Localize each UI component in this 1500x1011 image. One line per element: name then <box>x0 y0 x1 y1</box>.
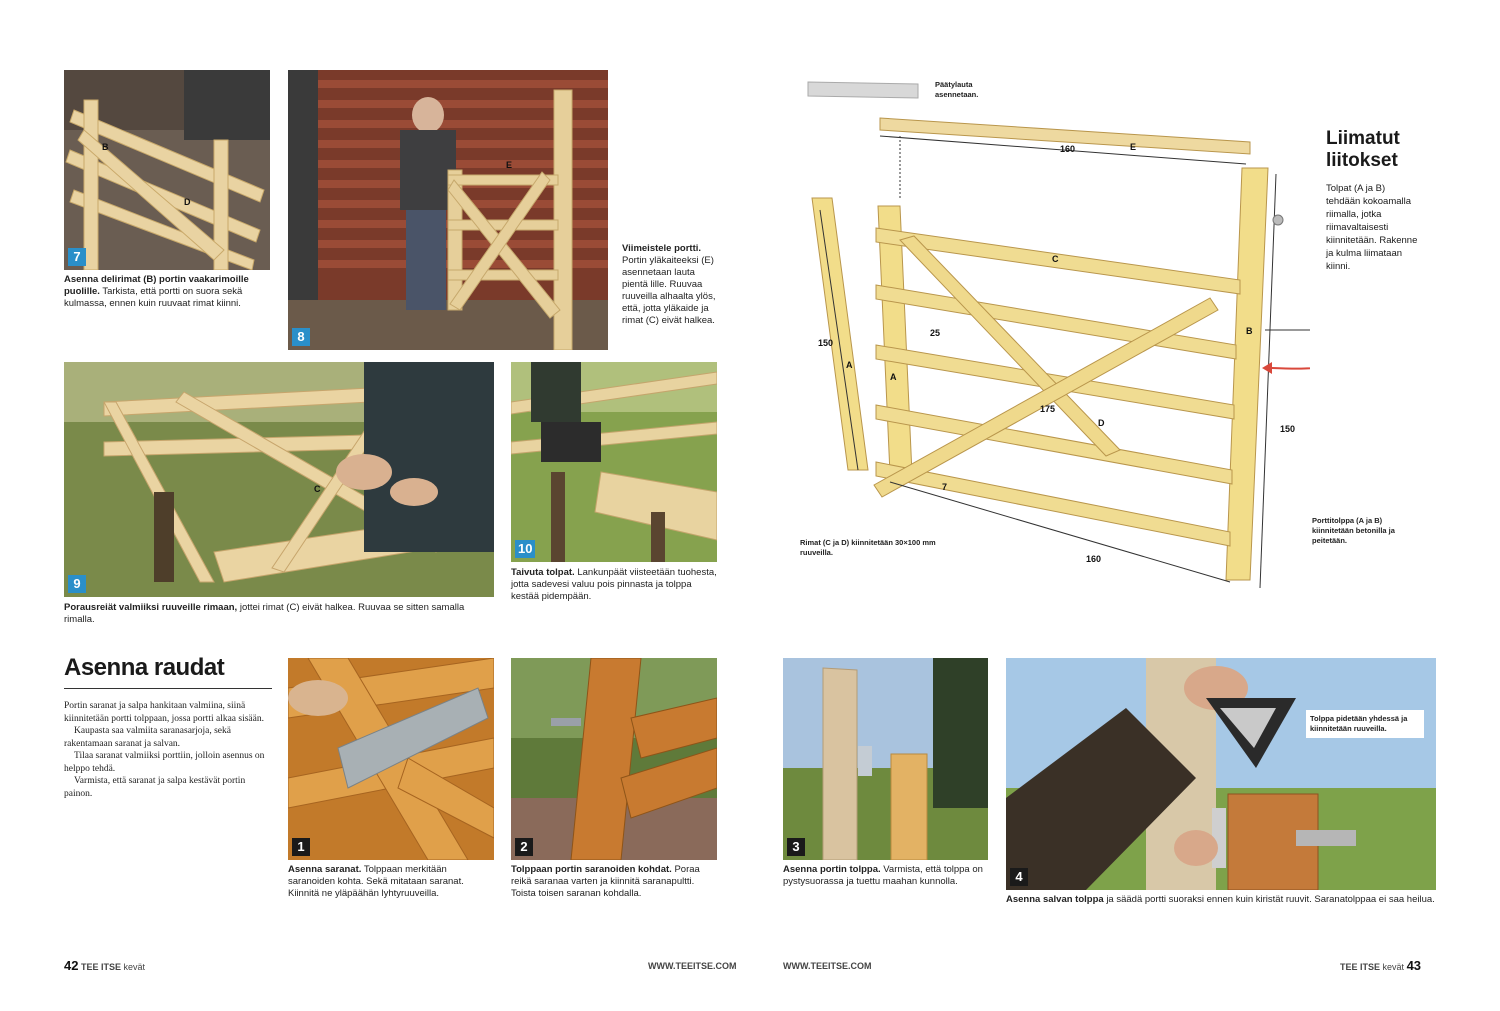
section-rule <box>64 688 272 689</box>
diagram-note-top: Päätylauta asennetaan. <box>935 80 979 99</box>
page-number: 43 <box>1406 958 1422 973</box>
footer-left-url: WWW.TEEITSE.COM <box>648 961 737 971</box>
svg-text:150: 150 <box>818 338 834 348</box>
svg-text:C: C <box>314 484 321 494</box>
svg-text:B: B <box>1246 326 1253 336</box>
section-body: Portin saranat ja salpa hankitaan valmiina, siinä kiinnitetään portti tolppaan, jossa portti alkaa sisään. Kaupasta saa valmiita saranasarjoja, sekä rakentamaan saranat ja salvan. Tilaa saranat valmiiksi porttiin, jolloin asennus on helppo tehdä. Varmista, että saranat ja salpa kestävät portin painon. <box>64 701 265 799</box>
photo-3 <box>783 658 988 860</box>
svg-text:D: D <box>1098 418 1105 428</box>
svg-text:160: 160 <box>1060 144 1076 154</box>
magazine-name: TEE ITSE <box>1340 962 1381 972</box>
caption-2: Tolppaan portin saranoiden kohdat. Poraa reikä saranaa varten ja kiinnitä saranapultti. Toista toisen saranan kohdalla. <box>511 864 700 899</box>
photo-number: 7 <box>68 248 86 266</box>
gate-diagram <box>790 70 1310 610</box>
overlay-note: Tolppa pidetään yhdessä ja kiinnitetään ruuveilla. <box>1306 710 1424 738</box>
photo-2 <box>511 658 717 860</box>
diagram-note-bottom-left: Rimat (C ja D) kiinnitetään 30×100 mm ruuveilla. <box>800 538 936 557</box>
page-number: 42 <box>64 958 79 973</box>
svg-text:175: 175 <box>1040 404 1056 414</box>
photo-number: 2 <box>515 838 533 856</box>
footer-left <box>64 958 145 973</box>
sidebar-title: Liimatut liitokset <box>1326 128 1400 171</box>
footer-right-url: WWW.TEEITSE.COM <box>783 961 872 971</box>
magazine-name: TEE ITSE <box>80 962 121 972</box>
svg-text:25: 25 <box>930 328 941 338</box>
photo-number: 3 <box>787 838 805 856</box>
photo-number: 4 <box>1010 868 1028 886</box>
svg-text:E: E <box>1130 142 1137 152</box>
sidebar-text: Tolpat (A ja B) tehdään kokoamalla riimalla, jotka riimavaltaisesti kiinnitetään. Rakenne ja kulma liimataan kiinni. <box>1326 183 1418 272</box>
section-title: Asenna raudat <box>64 654 225 681</box>
svg-text:E: E <box>506 160 513 170</box>
caption-8: Viimeistele portti. Portin yläkaiteeksi (E) asennetaan lauta pientä lille. Ruuvaa ruuveilla alhaalta ylös, että, jotta yläkaide ja rimat (C) eivät halkea. <box>622 243 716 326</box>
svg-text:7: 7 <box>942 482 948 492</box>
caption-10: Taivuta tolpat. Lankunpäät viisteetään tuohesta, jotta sadevesi valuu pois pinnasta ja tolppa kestää pidempään. <box>511 567 717 602</box>
svg-text:C: C <box>1052 254 1059 264</box>
diagram-note-bottom-right: Porttitolppa (A ja B) kiinnitetään betonilla ja peitetään. <box>1312 516 1395 545</box>
caption-4: Asenna salvan tolppa ja säädä portti suoraksi ennen kuin kiristät ruuvit. Saranatolppaa ei saa heilua. <box>1006 894 1435 905</box>
svg-text:D: D <box>184 197 191 207</box>
caption-3: Asenna portin tolppa. Varmista, että tolppa on pystysuorassa ja tuettu maahan kunnolla. <box>783 864 983 887</box>
photo-number: 8 <box>292 328 310 346</box>
photo-10 <box>511 362 717 562</box>
issue-date: kevät <box>123 962 146 972</box>
svg-text:A: A <box>890 372 897 382</box>
photo-number: 1 <box>292 838 310 856</box>
svg-text:150: 150 <box>1280 424 1296 434</box>
svg-text:B: B <box>102 142 109 152</box>
svg-text:A: A <box>846 360 853 370</box>
photo-1 <box>288 658 494 860</box>
caption-7: Asenna delirimat (B) portin vaakarimoille puolille. Tarkista, että portti on suora sekä kulmassa, ennen kuin ruuvaat rimat kiinni. <box>64 274 249 309</box>
photo-4 <box>1006 658 1436 890</box>
photo-7 <box>64 70 270 270</box>
caption-1: Asenna saranat. Tolppaan merkitään saranoiden kohta. Sekä mitataan saranat. Kiinnitä ne yläpäähän lyhtyruuveilla. <box>288 864 464 899</box>
footer-right <box>1340 958 1421 973</box>
caption-9: Porausreiät valmiiksi ruuveille rimaan, jottei rimat (C) eivät halkea. Ruuvaa se sitten samalla rimalla. <box>64 602 465 625</box>
photo-8 <box>288 70 608 350</box>
photo-number: 10 <box>515 540 535 558</box>
issue-date: kevät <box>1382 962 1405 972</box>
photo-number: 9 <box>68 575 86 593</box>
svg-text:160: 160 <box>1086 554 1102 564</box>
photo-9 <box>64 362 494 597</box>
